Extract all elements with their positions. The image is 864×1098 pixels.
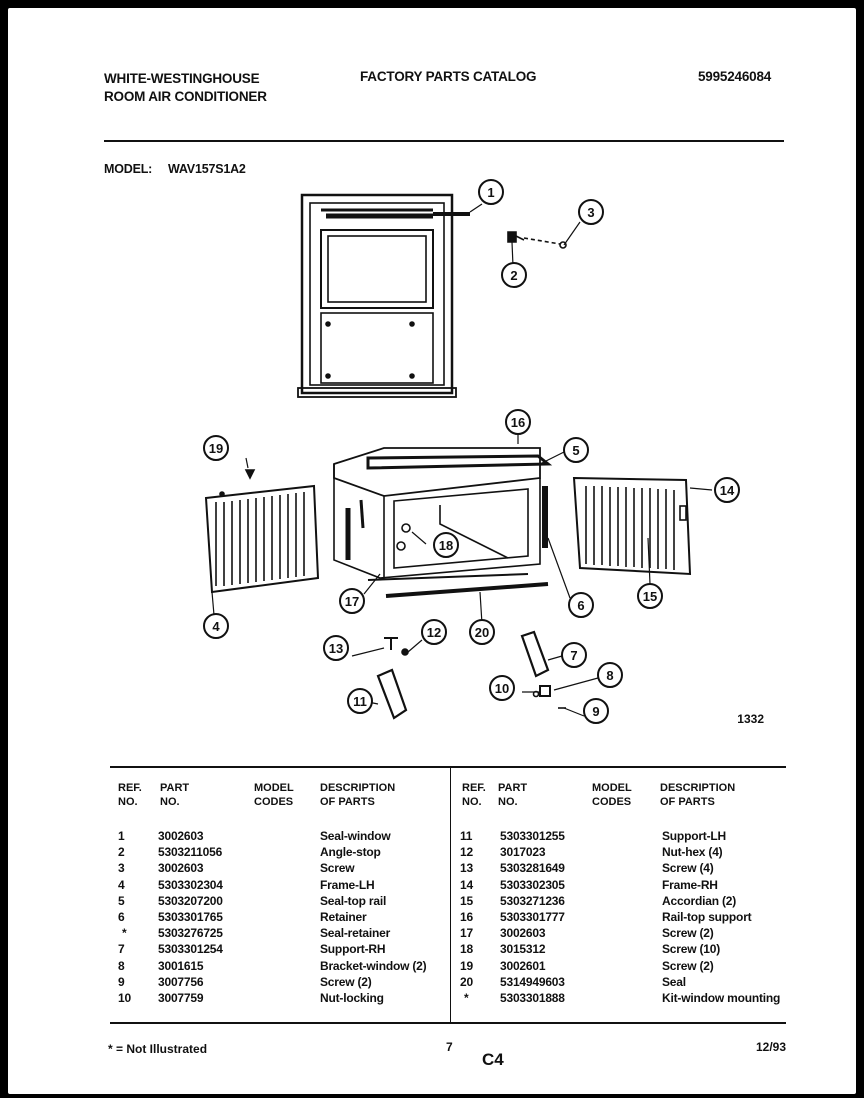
right-accordion-frame [574,478,690,574]
cell-desc: Frame-LH [320,877,375,892]
cell-ref: * [464,991,469,1005]
figure-number: 1332 [737,712,764,726]
col-ref-right: REF. NO. [462,782,486,808]
support-rh-illustration [522,632,566,708]
table-bottom-rule [110,1022,786,1024]
brand-line-2: ROOM AIR CONDITIONER [104,89,267,104]
cell-part: 3015312 [500,942,546,957]
callout-5 [564,438,588,462]
cell-ref: 7 [118,942,125,957]
not-illustrated-note: * = Not Illustrated [108,1042,208,1056]
cell-part: 5303301254 [158,942,223,957]
callout-15 [638,584,662,608]
cell-part: 3002603 [500,926,546,941]
svg-text:12: 12 [426,625,442,640]
cell-ref: 6 [118,910,125,924]
callout-9 [584,699,608,723]
cell-part: 5303211056 [158,845,223,860]
revision-date: 12/93 [756,1040,787,1054]
table-top-rule [110,766,786,768]
svg-text:16: 16 [510,415,526,430]
section-code: C4 [482,1050,504,1069]
col-model-left: MODEL CODES [254,782,294,808]
parts-sheet [8,8,856,1094]
model-value: WAV157S1A2 [168,162,246,176]
col-desc-right: DESCRIPTION OF PARTS [660,782,736,808]
cell-desc: Screw (2) [662,958,714,973]
cell-ref: 3 [118,861,125,876]
callout-12 [422,620,446,644]
svg-text:4: 4 [212,619,220,634]
cell-part: 3002603 [158,861,204,876]
cell-desc: Rail-top support [662,910,752,924]
cell-ref: 18 [460,942,473,957]
callout-6 [569,593,593,617]
svg-text:19: 19 [208,441,224,456]
catalog-number: 5995246084 [698,69,772,84]
cell-ref: 10 [118,991,131,1005]
cell-desc: Nut-hex (4) [662,845,723,860]
cell-desc: Support-LH [662,829,726,843]
svg-text:5: 5 [572,443,580,458]
cabinet-illustration [334,448,548,596]
svg-text:20: 20 [474,625,490,640]
cell-desc: Retainer [320,910,367,924]
cell-desc: Screw (4) [662,861,714,876]
cell-desc: Screw (10) [662,942,721,957]
cell-ref: 8 [118,958,125,973]
screw-19-illustration [246,470,254,478]
cell-ref: * [122,926,127,941]
parts-table-right [460,828,790,1008]
cell-part: 5303271236 [500,893,565,908]
cell-desc: Frame-RH [662,877,718,892]
parts-table-left [118,828,448,1008]
cell-ref: 9 [118,974,125,989]
col-part-left: PART NO. [160,782,190,808]
callout-4 [204,614,228,638]
callout-10 [490,676,514,700]
page-number: 7 [446,1040,453,1054]
cell-ref: 4 [118,877,125,892]
col-ref-left: REF. NO. [118,782,142,808]
cell-ref: 17 [460,926,473,941]
cell-desc: Kit-window mounting [662,991,781,1005]
callout-11 [348,689,372,713]
cell-desc: Accordian (2) [662,893,737,908]
cell-desc: Seal-retainer [320,926,391,941]
model-label: MODEL: [104,162,153,176]
cell-part: 3002601 [500,958,546,973]
cell-part: 5303301777 [500,910,565,924]
cell-desc: Bracket-window (2) [320,958,427,973]
cell-ref: 2 [118,845,125,860]
cell-desc: Seal-top rail [320,893,387,908]
brand-line-1: WHITE-WESTINGHOUSE [104,71,260,86]
cell-part: 5303301765 [158,910,223,924]
col-model-right: MODEL CODES [592,782,632,808]
col-desc-left: DESCRIPTION OF PARTS [320,782,396,808]
angle-stop-illustration [508,232,566,248]
svg-text:14: 14 [719,483,735,498]
callout-1 [479,180,503,204]
cell-desc: Support-RH [320,942,386,957]
svg-text:17: 17 [344,594,360,609]
callout-16 [506,410,530,434]
col-part-right: PART NO. [498,782,528,808]
callout-13 [324,636,348,660]
cell-ref: 16 [460,910,473,924]
callout-19 [204,436,228,460]
cell-part: 5303301255 [500,829,565,843]
cell-part: 3017023 [500,845,546,860]
cell-desc: Screw (2) [662,926,714,941]
svg-text:3: 3 [587,205,595,220]
svg-text:7: 7 [570,648,578,663]
cell-desc: Nut-locking [320,991,384,1005]
callout-7 [562,643,586,667]
cell-ref: 15 [460,893,473,908]
svg-text:6: 6 [577,598,585,613]
cell-ref: 5 [118,893,125,908]
svg-text:2: 2 [510,268,518,283]
svg-text:11: 11 [353,694,367,709]
cell-part: 5303207200 [158,893,223,908]
cell-desc: Screw (2) [320,974,372,989]
cell-desc: Angle-stop [320,845,381,860]
callout-14 [715,478,739,502]
callout-20 [470,620,494,644]
cell-part: 3002603 [158,829,204,843]
svg-text:1: 1 [487,185,495,200]
cell-ref: 20 [460,974,473,989]
cell-part: 5303281649 [500,861,565,876]
cell-ref: 1 [118,829,125,843]
svg-text:8: 8 [606,668,614,683]
callout-17 [340,589,364,613]
svg-text:13: 13 [328,641,344,656]
cell-desc: Seal [662,974,686,989]
exploded-parts-diagram [8,8,856,748]
svg-text:15: 15 [642,589,658,604]
cell-part: 5303276725 [158,926,223,941]
cell-part: 3007759 [158,991,204,1005]
support-lh-illustration [378,638,408,718]
cell-part: 5303302304 [158,877,223,892]
catalog-title: FACTORY PARTS CATALOG [360,69,537,84]
cell-part: 5314949603 [500,974,565,989]
cell-ref: 13 [460,861,473,876]
callout-18 [434,533,458,557]
cell-part: 3001615 [158,958,204,973]
callout-2 [502,263,526,287]
cell-part: 5303302305 [500,877,565,892]
svg-text:9: 9 [592,704,600,719]
cell-ref: 14 [460,877,473,892]
table-divider [450,768,451,1022]
cell-desc: Screw [320,861,355,876]
callout-3 [579,200,603,224]
svg-text:18: 18 [438,538,454,553]
cell-desc: Seal-window [320,829,391,843]
cell-part: 5303301888 [500,991,565,1005]
cell-ref: 19 [460,958,473,973]
cell-ref: 11 [460,829,473,843]
callout-8 [598,663,622,687]
left-accordion-frame [206,486,318,592]
window-frame-illustration [298,195,470,397]
cell-ref: 12 [460,845,473,860]
cell-part: 3007756 [158,974,204,989]
svg-text:10: 10 [494,681,510,696]
